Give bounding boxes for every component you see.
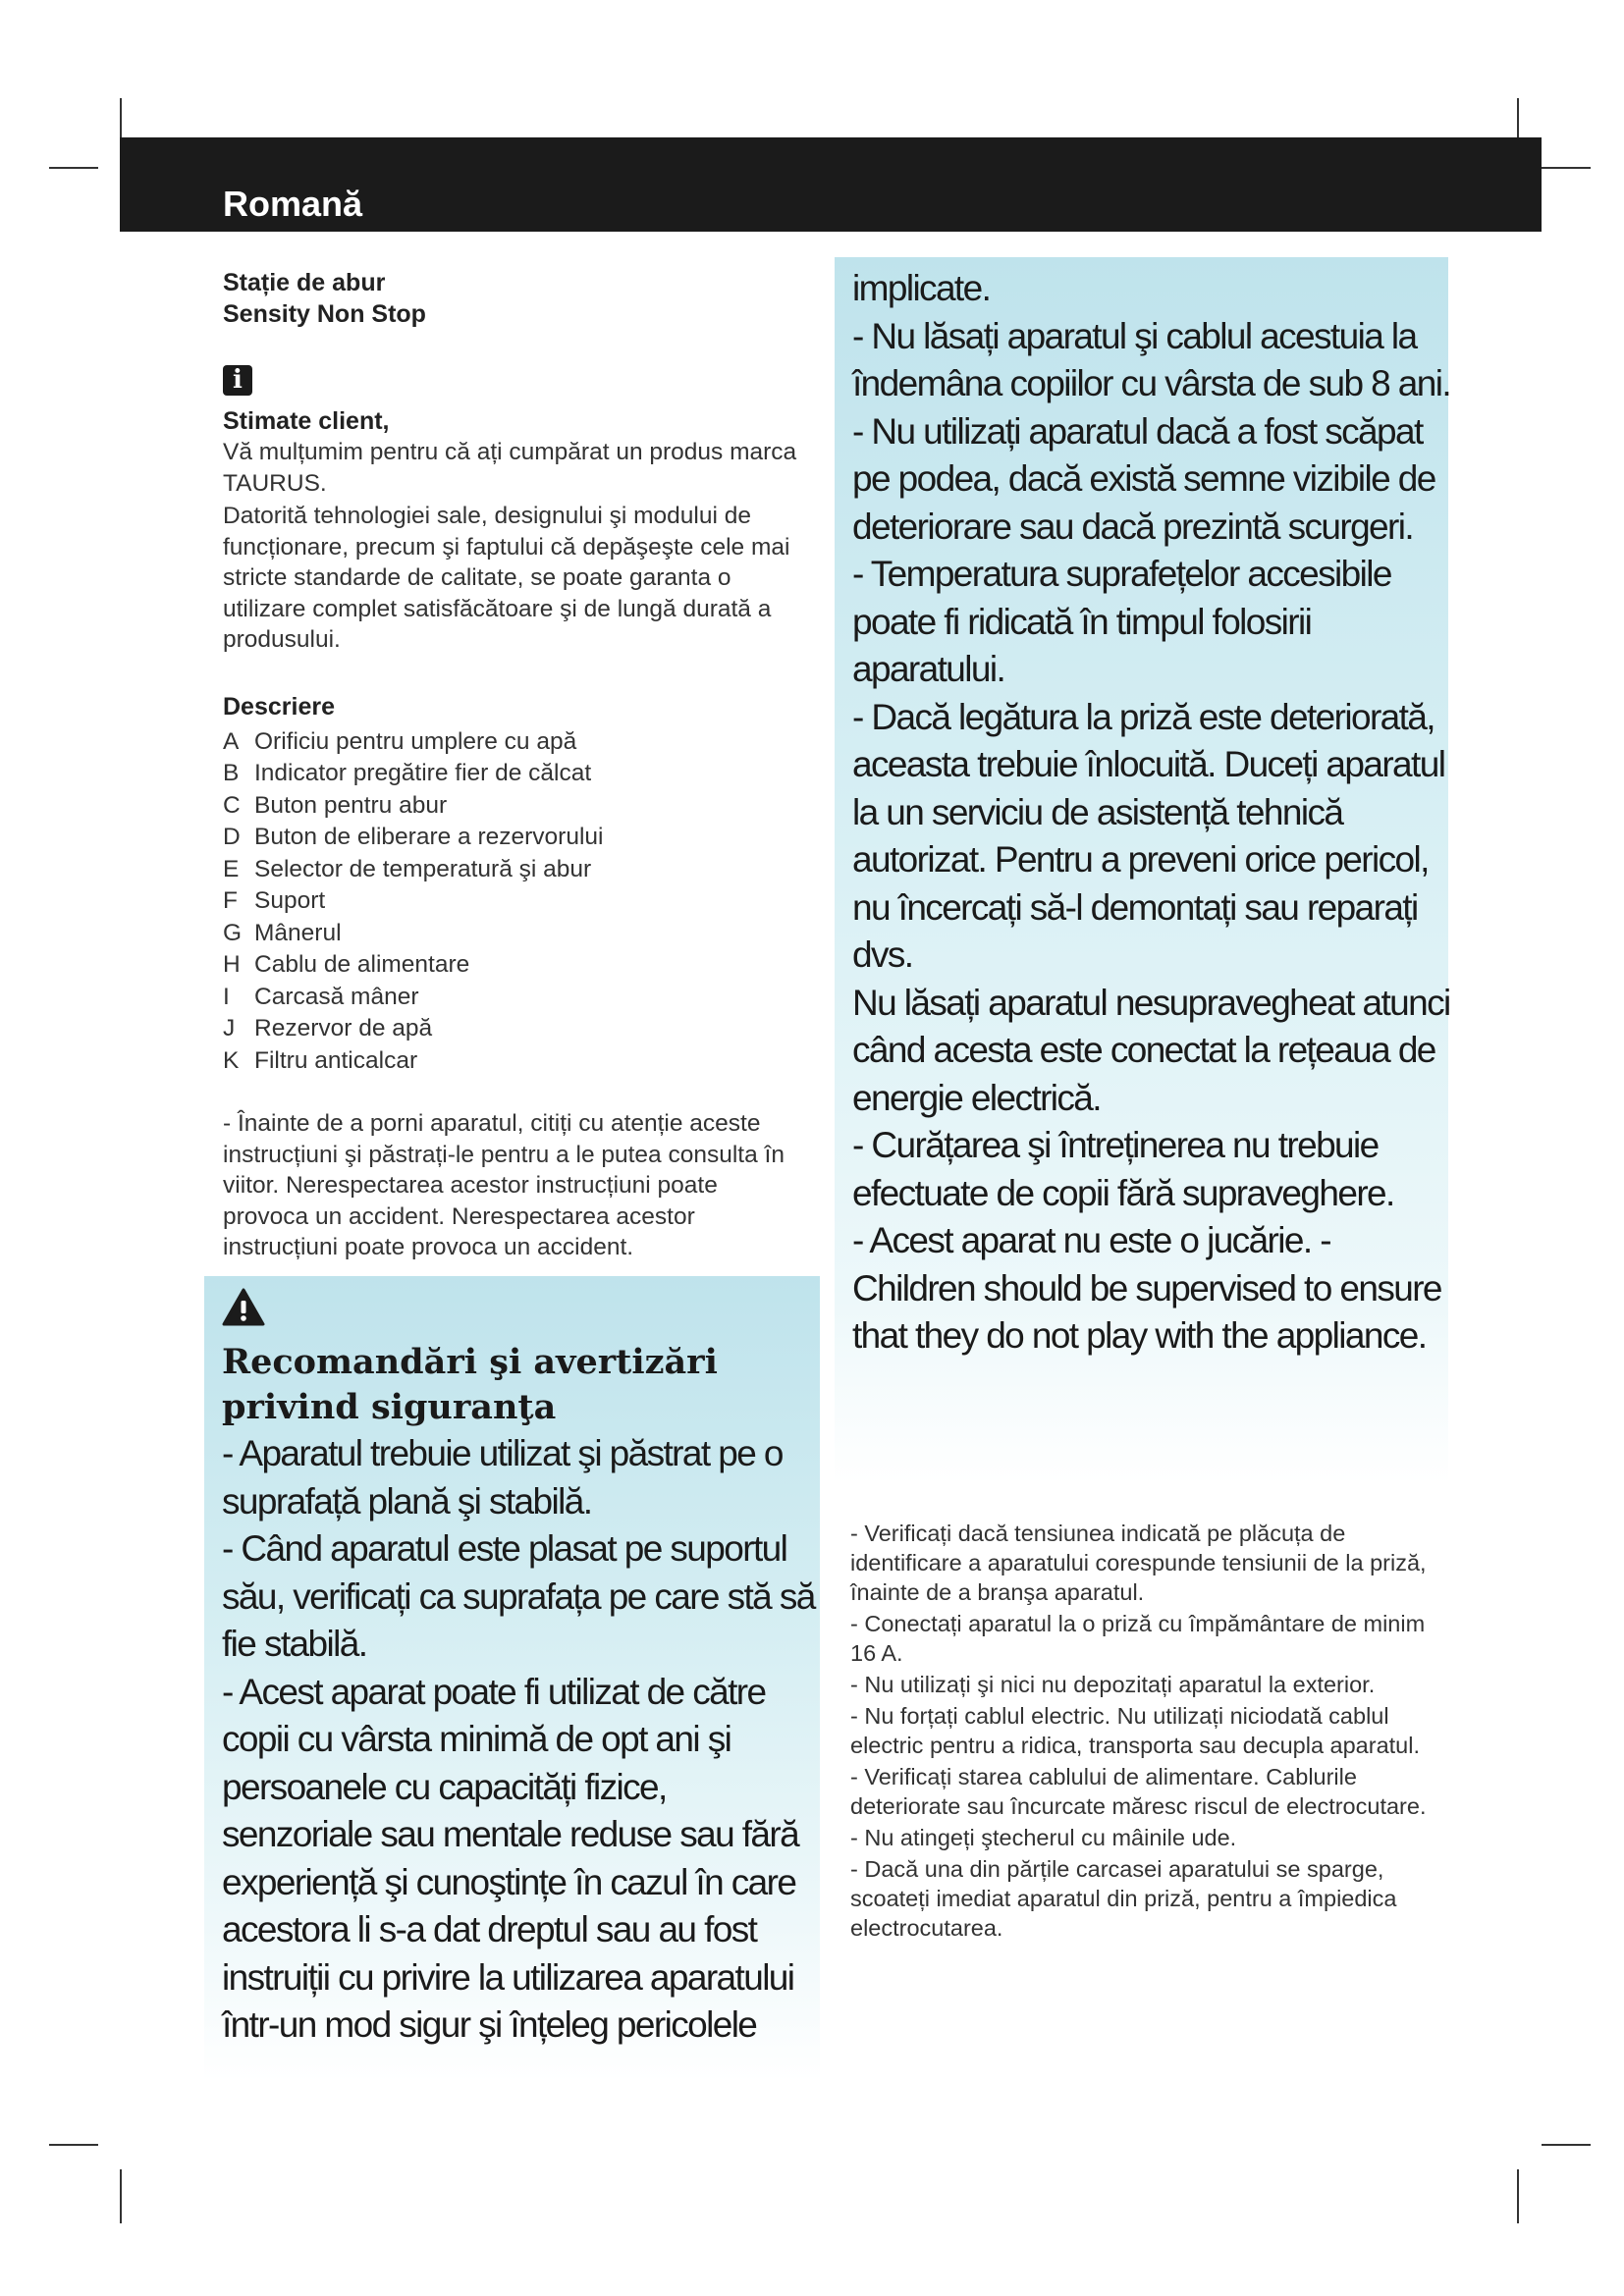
crop-mark (49, 2144, 98, 2146)
safety-item: - Nu lăsați aparatul şi cablul acestuia la îndemâna copiilor cu vârsta de sub 8 ani. (852, 315, 1451, 403)
language-title: Romană (223, 184, 363, 224)
note-item: - Conectați aparatul la o priză cu împământare de minim 16 A. (850, 1611, 1426, 1666)
safety-item: - Nu utilizați aparatul dacă a fost scăpat pe podea, dacă există semne vizibile de deteriorare sau dacă prezintă scurgeri. (852, 410, 1435, 547)
welcome-paragraph: Datorită tehnologiei sale, designului şi modului de funcționare, precum şi faptului că depăşeşte cele mai stricte standarde de calitate, se poate garanta o utilizare complet satisfăcătoare şi de lungă durată a produsului. (223, 503, 790, 653)
note-item: - Nu atingeți ştecherul cu mâinile ude. (850, 1825, 1237, 1850)
electrical-notes (850, 1519, 1439, 1943)
note-item: - Nu utilizați şi nici nu depozitați aparatul la exterior. (850, 1672, 1376, 1697)
list-item: A Orificiu pentru umplere cu apă (223, 727, 577, 755)
info-icon: i (223, 365, 252, 396)
safety-box (204, 1276, 820, 2081)
safety-title: Recomandări şi avertizări privind siguranţa (222, 1342, 718, 1427)
safety-item: - Acest aparat poate fi utilizat de către copii cu vârsta minimă de opt ani şi persoanele cu capacități fizice, senzoriale sau mentale reduse sau fără experiență şi cunoştințe în cazul în care acestora li s-a dat dreptul sau au fost instruiții cu privire la utilizarea aparatului într-un mod sigur şi înțeleg pericolele (222, 1671, 799, 2045)
list-item: J Rezervor de apă (223, 1015, 433, 1041)
crop-mark (1517, 2169, 1519, 2223)
safety-item: - Acest aparat nu este o jucărie. - Children should be supervised to ensure that they do not play with the appliance. (852, 1220, 1441, 1356)
safety-item: - Curățarea şi întreținerea nu trebuie efectuate de copii fără supraveghere. (852, 1125, 1394, 1213)
list-item: F Suport (223, 887, 326, 914)
welcome-paragraph: Vă mulțumim pentru că ați cumpărat un produs marca TAURUS. (223, 439, 797, 497)
crop-mark (49, 167, 98, 169)
list-item: I Carcasă mâner (223, 983, 419, 1010)
intro-note: - Înainte de a porni aparatul, citiți cu atenție aceste instrucțiuni şi păstrați-le pentru a le putea consulta în viitor. Nerespectarea acestor instrucțiuni poate provoca un accident. Nerespectarea acestor instrucțiuni poate provoca un accident. (223, 1110, 785, 1260)
safety-item: - Când aparatul este plasat pe suportul său, verificați ca suprafața pe care stă să fie stabilă. (222, 1528, 815, 1664)
warning-icon (222, 1288, 265, 1327)
list-item: C Buton pentru abur (223, 791, 448, 819)
list-item: D Buton de eliberare a rezervorului (223, 824, 604, 850)
list-item: K Filtru anticalcar (223, 1046, 418, 1074)
safety-item: Nu lăsați aparatul nesupravegheat atunci când acesta este conectat la rețeaua de energie electrică. (852, 982, 1450, 1118)
crop-mark (1542, 167, 1591, 169)
note-item: - Verificați starea cablului de alimentare. Cablurile deteriorate sau încurcate măresc riscul de electrocutare. (850, 1764, 1427, 1819)
note-item: - Nu forțați cablul electric. Nu utilizați niciodată cablul electric pentru a ridica, transporta sau decupla aparatul. (850, 1703, 1420, 1758)
product-name: Sensity Non Stop (223, 300, 426, 328)
left-column (223, 267, 802, 1263)
note-item: - Verificați dacă tensiunea indicată pe plăcuța de identificare a aparatului corespunde tensiunii de la priză, înainte de a branşa aparatul. (850, 1521, 1427, 1605)
list-item: B Indicator pregătire fier de călcat (223, 760, 592, 786)
crop-mark (1542, 2144, 1591, 2146)
parts-list (223, 726, 802, 1078)
crop-mark (120, 2169, 122, 2223)
header-bar (120, 137, 1542, 232)
safety-item: implicate. (852, 268, 991, 308)
note-item: - Dacă una din părțile carcasei aparatului se sparge, scoateți imediat aparatul din priză, pentru a împiedica electrocutarea. (850, 1856, 1397, 1941)
description-title: Descriere (223, 692, 335, 721)
safety-item: - Dacă legătura la priză este deteriorată, aceasta trebuie înlocuită. Duceți aparatul la un serviciu de asistență tehnică autorizat. Pentru a preveni orice pericol, nu încercați să-l demontați sau reparați dvs. (852, 696, 1445, 975)
safety-box-continued (835, 257, 1451, 1484)
safety-item: - Temperatura suprafețelor accesibile poate fi ridicată în timpul folosirii aparatului. (852, 554, 1391, 689)
safety-item: - Aparatul trebuie utilizat şi păstrat pe o suprafață plană şi stabilă. (222, 1433, 783, 1522)
list-item: E Selector de temperatură şi abur (223, 855, 592, 882)
product-type: Stație de abur (223, 269, 386, 296)
list-item: G Mânerul (223, 919, 342, 946)
greeting: Stimate client, (223, 407, 390, 435)
list-item: H Cablu de alimentare (223, 951, 470, 978)
